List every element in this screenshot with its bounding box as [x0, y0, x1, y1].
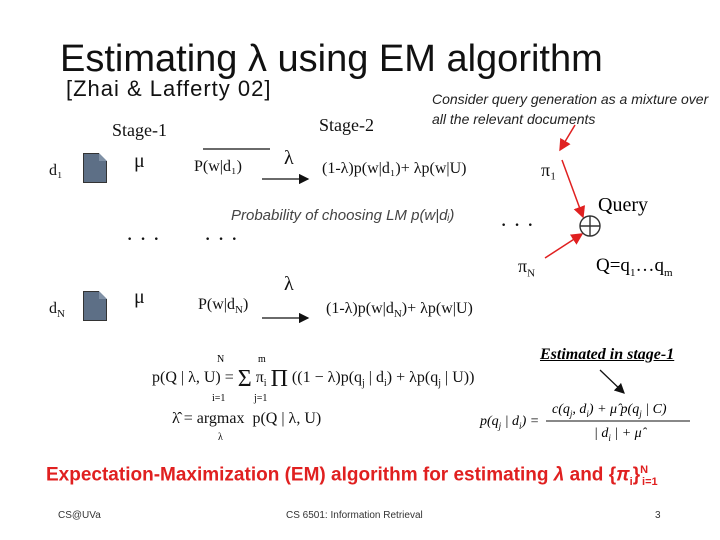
stage2-label: Stage-2 — [319, 115, 374, 135]
mixture-note: Consider query generation as a mixture over all the relevant documents — [432, 91, 709, 127]
stage1-formula-lhs: $p(q_j$ | $d_i$) = — [480, 414, 540, 431]
arrow-icon — [545, 234, 582, 258]
arrow-icon — [600, 370, 624, 393]
sum-upper: N — [217, 354, 225, 365]
p-w-d1: P(w|d₁) — [194, 158, 242, 175]
p-w-dN: $P(w|d_N)$ — [198, 296, 249, 317]
footer-center: CS 6501: Information Retrieval — [286, 510, 423, 521]
estimated-label: Estimated in stage-1 — [540, 346, 675, 363]
stage1-formula-num: $c(q_j$, $d_i$) + μ̂ $p(q_j$ | C) — [552, 402, 667, 419]
em-algorithm-title: Expectation-Maximization (EM) algorithm for estimating λ and $\{\pi_i\}^N_{i=1}$ — [46, 464, 658, 489]
docN-label: $d_N$ — [49, 300, 65, 321]
footer-left: CS@UVa — [58, 510, 101, 521]
stage1-formula-den: | $d_i$ | + μ̂ — [594, 426, 642, 443]
mixture-1: (1-λ)p(w|d₁)+ λp(w|U) — [322, 160, 467, 177]
slide-subtitle: [Zhai & Lafferty 02] — [66, 76, 272, 101]
dots-docs: ··· — [126, 226, 166, 251]
lambda-N: λ — [284, 273, 294, 295]
query-label: Query — [598, 194, 648, 216]
lambda-1: λ — [284, 147, 294, 169]
sum-lower: i=1 — [212, 393, 226, 404]
mu-1: μ — [134, 150, 145, 172]
argmax-subscript: λ — [218, 432, 223, 443]
page-number: 3 — [655, 510, 661, 521]
argmax-formula: λ̂ = argmax p(Q | λ, U) — [172, 410, 322, 427]
doc1-label: d₁ — [49, 162, 63, 179]
prod-lower: j=1 — [254, 393, 268, 404]
mixture-N: $(1-\lambda)p(w|d_N)+ \lambda p(w|U)$ — [326, 300, 473, 321]
dots-pi: ··· — [500, 212, 540, 237]
mu-N: μ — [134, 286, 145, 308]
arrow-icon — [560, 125, 575, 150]
query-terms: $Q=q_1\dots q_m$ — [596, 255, 673, 279]
slide-title: Estimating λ using EM algorithm — [60, 38, 603, 80]
pi-1: π₁ — [541, 160, 557, 180]
arrow-icon — [562, 160, 583, 217]
prod-upper: m — [258, 354, 266, 365]
likelihood-formula: p(Q | λ, U) = Σ $\pi_i$ Π ($(1 - \lambda)p(q_j$ | $d_i) + \lambda p(q_j$ | U)) — [152, 366, 475, 392]
pi-N: $\pi_N$ — [518, 256, 536, 280]
probability-label: Probability of choosing LM p(w|dᵢ) — [231, 207, 455, 224]
stage1-label: Stage-1 — [112, 120, 167, 140]
dots-models: ··· — [204, 226, 244, 251]
